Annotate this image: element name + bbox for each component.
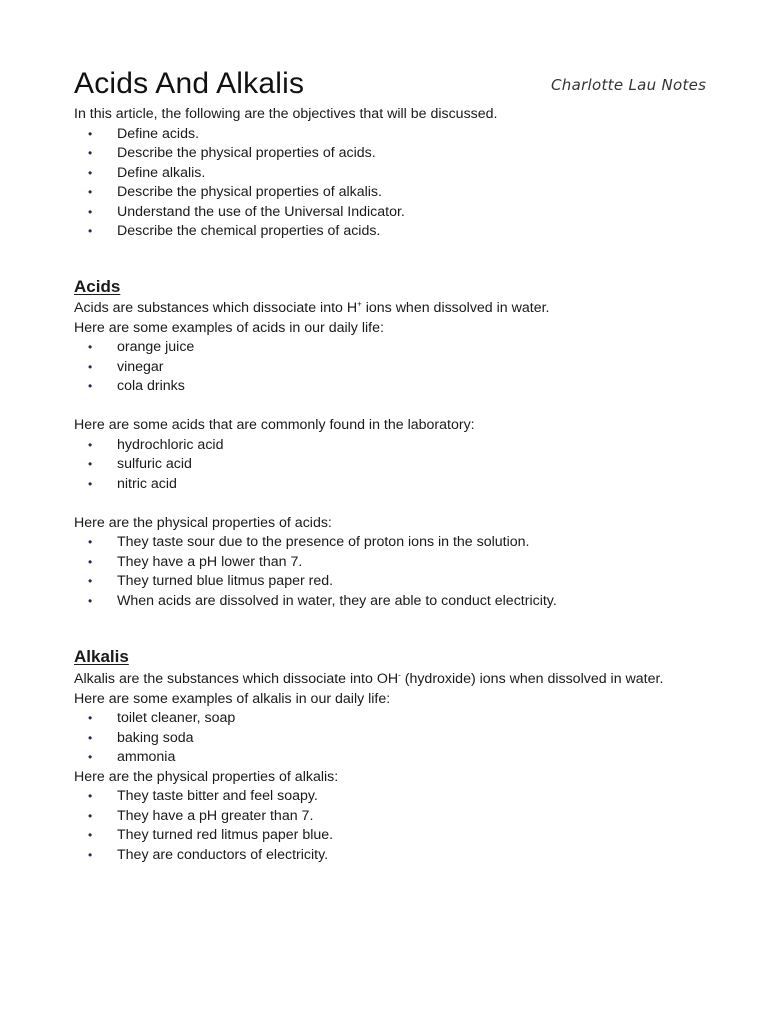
bullet-icon: • [88,457,93,471]
alkalis-heading-block [74,646,714,668]
bullet-icon: • [88,730,93,745]
page-title: Acids And Alkalis [74,67,305,100]
spacer [74,494,714,514]
list-item: • Describe the physical properties of acids. [74,144,714,164]
list-item: • When acids are dissolved in water, they are able to conduct electricity. [74,592,714,612]
acids-heading-block [74,276,714,298]
bullet-icon: • [88,126,93,141]
bullet-icon: • [88,711,93,725]
list-item: • They are conductors of electricity. [74,846,714,866]
alkalis-props-intro: Here are the physical properties of alkalis: [74,768,339,785]
list-item: • toilet cleaner, soap [74,709,714,729]
alkalis-section [74,670,714,865]
bullet-icon: • [88,165,93,180]
acids-daily-list [74,338,714,397]
bullet-icon: • [88,535,93,549]
list-item: • They turned red litmus paper blue. [74,826,714,846]
list-item: • baking soda [74,729,714,749]
bullet-icon: • [88,185,93,199]
bullet-icon: • [88,808,93,823]
list-item: • Define acids. [74,125,714,145]
list-item: • sulfuric acid [74,455,714,475]
spacer [74,397,714,417]
list-item: • They have a pH lower than 7. [74,553,714,573]
list-item: • vinegar [74,358,714,378]
acids-definition: Acids are substances which dissociate into H+ ions when dissolved in water. [74,299,550,316]
list-item: • They have a pH greater than 7. [74,807,714,827]
bullet-icon: • [88,379,93,393]
bullet-icon: • [88,593,93,608]
bullet-icon: • [88,204,93,219]
alkalis-definition: Alkalis are the substances which dissociate into OH- (hydroxide) ions when dissolved in water. [74,670,664,687]
intro-section [74,105,714,242]
list-item: • orange juice [74,338,714,358]
list-item: • Describe the chemical properties of acids. [74,222,714,242]
alkalis-daily-list [74,709,714,768]
intro-lead: In this article, the following are the objectives that will be discussed. [74,106,498,122]
acids-section [74,299,714,611]
list-item: • ammonia [74,748,714,768]
acids-lab-intro: Here are some acids that are commonly found in the laboratory: [74,417,475,433]
list-item: • Describe the physical properties of alkalis. [74,183,714,203]
author-note: Charlotte Lau Notes [551,76,707,94]
bullet-icon: • [88,554,93,569]
list-item: • cola drinks [74,377,714,397]
bullet-icon: • [88,847,93,862]
bullet-icon: • [88,224,93,238]
bullet-icon: • [88,437,93,452]
list-item: • nitric acid [74,475,714,495]
acids-daily-intro: Here are some examples of acids in our daily life: [74,319,384,336]
list-item: • hydrochloric acid [74,436,714,456]
alkalis-daily-intro: Here are some examples of alkalis in our daily life: [74,690,391,707]
bullet-icon: • [88,750,93,764]
objectives-list [74,125,714,242]
acids-lab-list [74,436,714,495]
bullet-icon: • [88,574,93,588]
bullet-icon: • [88,789,93,803]
bullet-icon: • [88,340,93,354]
acids-props-intro: Here are the physical properties of acids: [74,514,332,531]
section-heading-alkalis: Alkalis [74,647,129,666]
list-item: • They taste sour due to the presence of proton ions in the solution. [74,533,714,553]
bullet-icon: • [88,359,93,374]
alkalis-properties-list [74,787,714,865]
list-item: • Understand the use of the Universal Indicator. [74,203,714,223]
list-item: • They taste bitter and feel soapy. [74,787,714,807]
bullet-icon: • [88,476,93,491]
list-item: • They turned blue litmus paper red. [74,572,714,592]
section-heading-acids: Acids [74,277,121,296]
acids-properties-list [74,533,714,611]
bullet-icon: • [88,828,93,842]
bullet-icon: • [88,146,93,160]
list-item: • Define alkalis. [74,164,714,184]
